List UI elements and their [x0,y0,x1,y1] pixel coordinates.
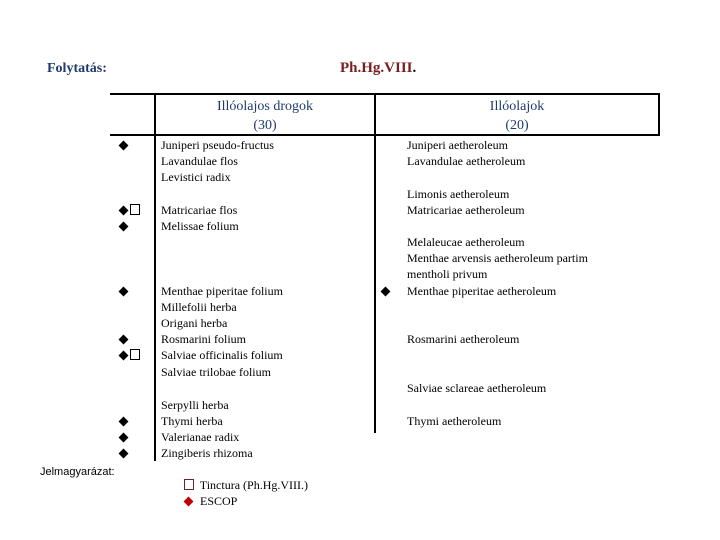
oil-list-item: Matricariae aetheroleum [407,203,525,217]
diamond-icon [119,351,129,361]
drug-list-item: Melissae folium [161,219,239,233]
diamond-icon [119,222,129,232]
header-essential-oils [380,97,654,135]
pharmacopoeia-title [340,60,416,77]
table-top-border [110,93,660,95]
header-aromatic-drugs-title: Illóolajos drogok [216,99,314,114]
oil-list-item: Juniperi aetheroleum [407,138,508,152]
oil-list-item: Limonis aetheroleum [407,187,510,201]
drug-list-item: Millefolii herba [161,300,237,314]
diamond-icon [119,433,129,443]
drug-list-item: Thymi herba [161,414,223,428]
legend-tincture-symbol [183,477,197,493]
escop-marker [380,283,391,299]
drug-list-item: Juniperi pseudo-fructus [161,138,274,152]
diamond-icon [119,449,129,459]
title-period: . [412,60,417,76]
oil-list-item: Lavandulae aetheroleum [407,154,526,168]
drug-list-item: Salviae trilobae folium [161,365,271,379]
oil-list-item: Rosmarini aetheroleum [407,332,520,346]
drug-list-item: Salviae officinalis folium [161,348,283,362]
drug-list-item: Menthae piperitae folium [161,284,283,298]
oil-list-item: Menthae arvensis aetheroleum partim [407,251,588,265]
header-aromatic-drugs [156,97,374,135]
diamond-icon [119,335,129,345]
drug-list-item: Lavandulae flos [161,154,238,168]
header-essential-oils-count: (20) [505,118,529,133]
drug-list-item: Origani herba [161,316,228,330]
header-essential-oils-title: Illóolajok [489,99,545,114]
legend-escop-symbol [183,493,197,509]
diamond-icon [184,497,194,507]
header-aromatic-drugs-count: (30) [253,118,277,133]
legend-tincture [183,477,308,493]
continuation-label: Folytatás: [47,61,107,76]
square-box-icon [184,479,194,490]
escop-marker [118,413,129,429]
escop-marker [118,331,129,347]
oil-list-item: Thymi aetheroleum [407,414,502,428]
square-box-icon [130,349,140,360]
left-divider [154,93,156,461]
drug-list-item: Levistici radix [161,170,231,184]
diamond-icon [119,206,129,216]
pharmacopoeia-name: Ph.Hg.VIII [340,60,413,76]
escop-marker [118,445,129,461]
escop-marker [118,137,129,153]
drug-list-item: Valerianae radix [161,430,240,444]
oil-list-item: mentholi privum [407,267,488,281]
escop-marker [118,283,129,299]
oil-list-item: Salviae sclareae aetheroleum [407,381,547,395]
drug-list-item: Zingiberis rhizoma [161,446,253,460]
oil-list-item: Menthae piperitae aetheroleum [407,284,557,298]
legend-escop [183,493,237,509]
square-box-icon [130,204,140,215]
escop-marker [118,429,129,445]
right-border [658,93,660,136]
diamond-icon [119,417,129,427]
drug-list-item: Matricariae flos [161,203,238,217]
drug-list-item: Rosmarini folium [161,332,246,346]
oil-list-item: Melaleucae aetheroleum [407,235,525,249]
center-divider [374,93,376,433]
legend-escop-label: ESCOP [200,494,238,508]
drug-list-item: Serpylli herba [161,398,229,412]
diamond-icon [119,287,129,297]
escop-tincture-marker [118,347,140,363]
escop-tincture-marker [118,202,140,218]
diamond-icon [381,287,391,297]
diamond-icon [119,141,129,151]
escop-marker [118,218,129,234]
legend-title: Jelmagyarázat: [40,466,115,478]
legend-tincture-label: Tinctura (Ph.Hg.VIII.) [199,478,309,492]
